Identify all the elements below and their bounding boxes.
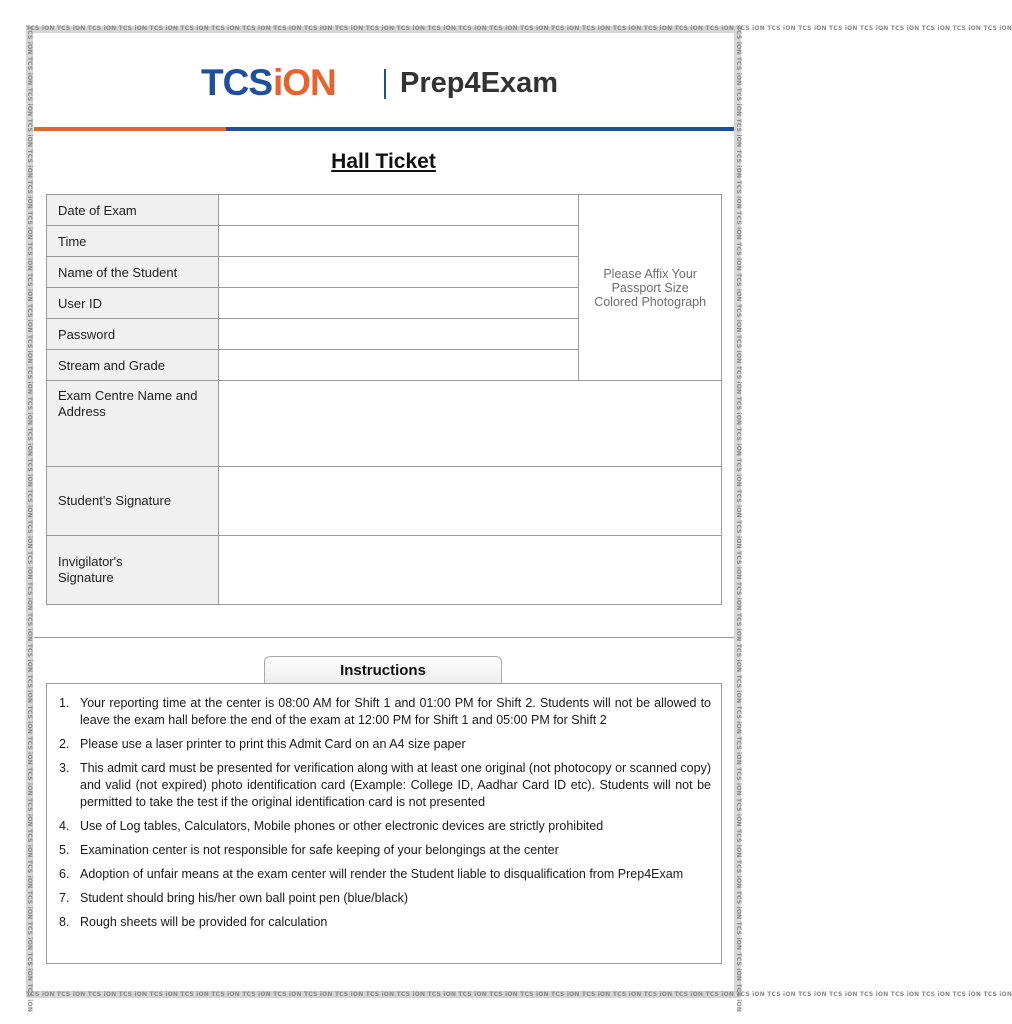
- instruction-number: 7.: [59, 891, 70, 905]
- label-name-of-student: Name of the Student: [47, 257, 219, 288]
- label-date-of-exam: Date of Exam: [47, 195, 219, 226]
- instruction-text: Please use a laser printer to print this Admit Card on an A4 size paper: [80, 737, 466, 751]
- instruction-item: [59, 695, 711, 729]
- instructions-box: [46, 683, 722, 964]
- instruction-number: 5.: [59, 843, 70, 857]
- instruction-number: 3.: [59, 761, 70, 775]
- header-bar-blue: [226, 127, 734, 131]
- label-user-id: User ID: [47, 288, 219, 319]
- instruction-number: 1.: [59, 696, 70, 710]
- instruction-item: [59, 890, 711, 907]
- field-user-id: [218, 288, 579, 319]
- photo-note: Please Affix Your Passport Size Colored Photograph: [594, 266, 707, 309]
- field-name-of-student: [218, 257, 579, 288]
- instruction-number: 8.: [59, 915, 70, 929]
- field-password: [218, 319, 579, 350]
- label-invigilator-signature: Invigilator's Signature: [47, 536, 219, 605]
- field-student-signature: [218, 467, 721, 536]
- instruction-text: Use of Log tables, Calculators, Mobile phones or other electronic devices are strictly prohibited: [80, 819, 604, 833]
- instruction-item: [59, 818, 711, 835]
- instruction-text: Student should bring his/her own ball point pen (blue/black): [80, 891, 408, 905]
- instruction-number: 2.: [59, 737, 70, 751]
- watermark-left: TCS iON TCS iON TCS iON TCS iON TCS iON TCS iON TCS iON TCS iON TCS iON TCS iON TCS iON TCS iON TCS iON TCS iON TCS iON TCS iON TCS iON TCS iON TCS iON TCS iON TCS iON TCS iON TCS iON TCS iON TCS iON TCS iON TCS iON TCS iON TCS iON TCS iON TCS iON TCS iON: [26, 26, 33, 1013]
- label-time: Time: [47, 226, 219, 257]
- photo-box: [579, 195, 722, 381]
- header: [33, 33, 734, 133]
- watermark-bottom: TCS iON TCS iON TCS iON TCS iON TCS iON TCS iON TCS iON TCS iON TCS iON TCS iON TCS iON TCS iON TCS iON TCS iON TCS iON TCS iON TCS iON TCS iON TCS iON TCS iON TCS iON TCS iON TCS iON TCS iON TCS iON TCS iON TCS iON TCS iON TCS iON TCS iON TCS iON TCS iON: [26, 991, 1012, 998]
- instruction-number: 4.: [59, 819, 70, 833]
- field-invigilator-signature: [218, 536, 721, 605]
- header-bar-orange: [34, 127, 226, 131]
- label-exam-centre: Exam Centre Name and Address: [47, 381, 219, 467]
- field-date-of-exam: [218, 195, 579, 226]
- instruction-item: [59, 760, 711, 811]
- instructions-heading: Instructions: [264, 656, 502, 683]
- instruction-text: Your reporting time at the center is 08:00 AM for Shift 1 and 01:00 PM for Shift 2. Students will not be allowed to leave the exam hall before the end of the exam at 12:00 PM for Shift 1 and 05:00 PM for Shift 2: [80, 696, 711, 727]
- field-time: [218, 226, 579, 257]
- instruction-item: [59, 866, 711, 883]
- instruction-item: [59, 736, 711, 753]
- label-student-signature: Student's Signature: [47, 467, 219, 536]
- section-divider: [34, 637, 734, 638]
- logo-ion-text: iON: [273, 62, 336, 103]
- instruction-item: [59, 914, 711, 931]
- instruction-number: 6.: [59, 867, 70, 881]
- instruction-item: [59, 842, 711, 859]
- watermark-right: TCS iON TCS iON TCS iON TCS iON TCS iON TCS iON TCS iON TCS iON TCS iON TCS iON TCS iON TCS iON TCS iON TCS iON TCS iON TCS iON TCS iON TCS iON TCS iON TCS iON TCS iON TCS iON TCS iON TCS iON TCS iON TCS iON TCS iON TCS iON TCS iON TCS iON TCS iON TCS iON: [735, 26, 742, 1013]
- instruction-text: Rough sheets will be provided for calculation: [80, 915, 328, 929]
- instructions-list: [47, 684, 721, 931]
- watermark-top: TCS iON TCS iON TCS iON TCS iON TCS iON TCS iON TCS iON TCS iON TCS iON TCS iON TCS iON TCS iON TCS iON TCS iON TCS iON TCS iON TCS iON TCS iON TCS iON TCS iON TCS iON TCS iON TCS iON TCS iON TCS iON TCS iON TCS iON TCS iON TCS iON TCS iON TCS iON TCS iON: [26, 25, 1012, 32]
- logo-separator: [384, 69, 386, 99]
- product-name: Prep4Exam: [400, 67, 558, 99]
- instruction-text: Examination center is not responsible for safe keeping of your belongings at the center: [80, 843, 559, 857]
- field-stream-grade: [218, 350, 579, 381]
- instruction-text: Adoption of unfair means at the exam center will render the Student liable to disqualification from Prep4Exam: [80, 867, 684, 881]
- ticket-details-table: [46, 194, 722, 605]
- instruction-text: This admit card must be presented for verification along with at least one original (not photocopy or scanned copy) and valid (not expired) photo identification card (Example: College ID, Aadhar Card ID etc). Students will not be permitted to take the test if the original identification card is not presented: [80, 761, 711, 809]
- label-stream-grade: Stream and Grade: [47, 350, 219, 381]
- page-title: Hall Ticket: [331, 150, 436, 173]
- logo-tcs-text: TCS: [201, 62, 272, 103]
- field-exam-centre: [218, 381, 721, 467]
- label-password: Password: [47, 319, 219, 350]
- hall-ticket-page: [33, 33, 734, 991]
